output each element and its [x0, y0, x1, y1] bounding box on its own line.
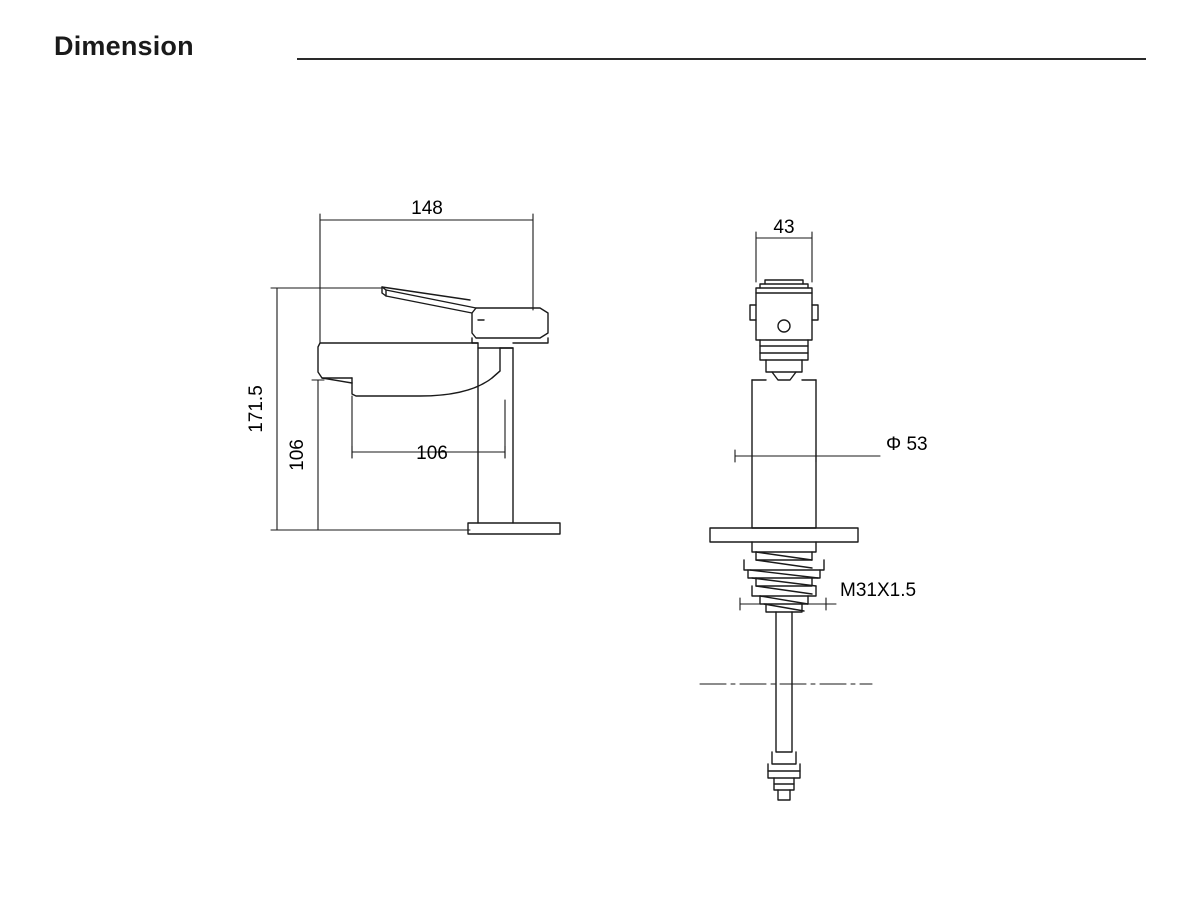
dim-spout-reach: 106	[416, 443, 448, 464]
dimension-annotations	[271, 214, 880, 610]
dim-thread-spec: M31X1.5	[840, 580, 917, 601]
side-section-view	[710, 280, 858, 800]
dim-handle-width: 43	[773, 217, 795, 238]
front-elevation-view	[318, 287, 560, 534]
dim-spout-height: 106	[287, 439, 308, 471]
dim-overall-height: 171.5	[246, 385, 267, 433]
page-title: Dimension	[54, 31, 194, 61]
dim-body-diameter: Φ 53	[886, 434, 928, 455]
dim-overall-width: 148	[411, 198, 443, 219]
